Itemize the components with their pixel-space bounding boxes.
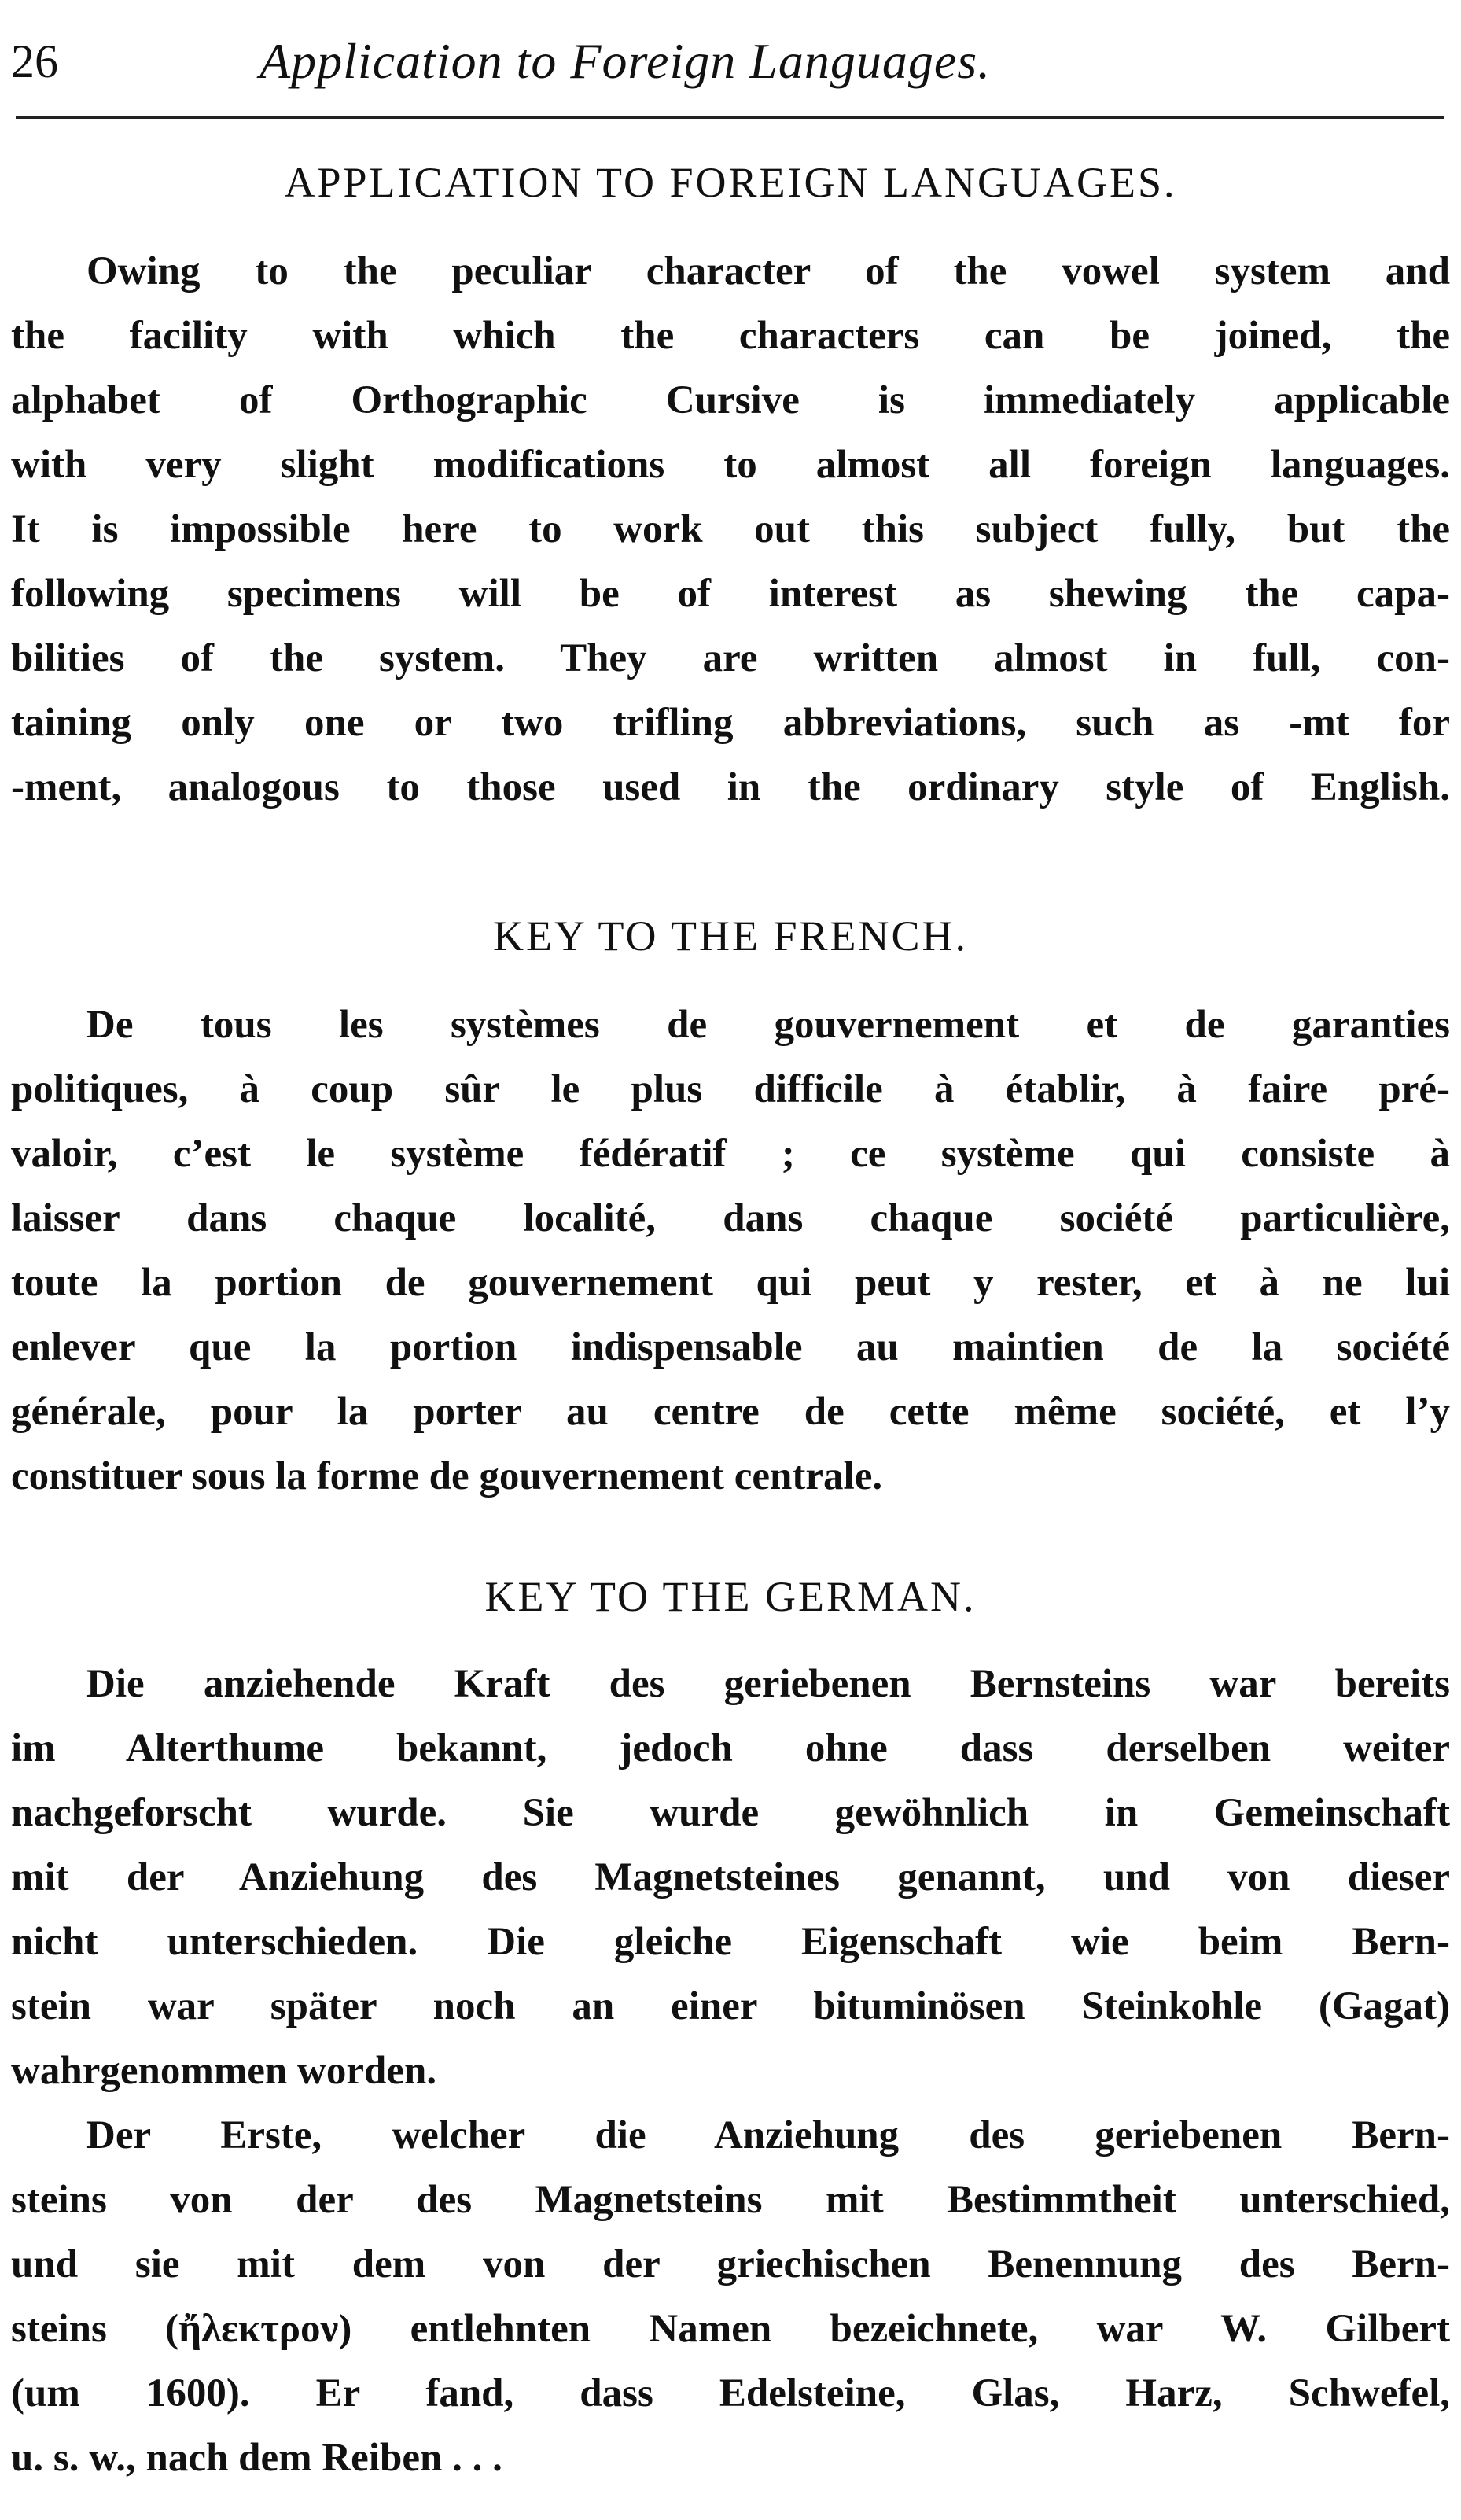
text-line: following specimens will be of interest as shewing the capa- [11,572,1450,616]
text-line: taining only one or two trifling abbreviations, such as -mt for [11,701,1450,745]
text-line: the facility with which the characters can be joined, the [11,314,1450,358]
text-line: nicht unterschieden. Die gleiche Eigenschaft wie beim Bern- [11,1920,1450,1964]
page-number: 26 [11,35,58,87]
text-line: valoir, c’est le système fédératif ; ce système qui consiste à [11,1132,1450,1176]
paragraph-intro [11,239,1450,820]
text-line: steins (ἤλεκτρον) entlehnten Namen bezeichnete, war W. Gilbert [11,2307,1450,2351]
text-line: générale, pour la porter au centre de cette même société, et l’y [11,1390,1450,1434]
text-line: steins von der des Magnetsteins mit Bestimmtheit unterschied, [11,2178,1450,2222]
text-line: -ment, analogous to those used in the ordinary style of English. [11,765,1450,809]
paragraph-german-1 [11,1652,1450,2103]
text-line: stein war später noch an einer bituminösen Steinkohle (Gagat) [11,1984,1450,2028]
text-line: wahrgenommen worden. [11,2049,437,2093]
text-line: politiques, à coup sûr le plus difficile à établir, à faire pré- [11,1067,1450,1111]
text-line: und sie mit dem von der griechischen Benennung des Bern- [11,2242,1450,2286]
section-heading-french: KEY TO THE FRENCH. [492,912,969,960]
text-line: Der Erste, welcher die Anziehung des geriebenen Bern- [86,2113,1450,2157]
text-line: bilities of the system. They are written almost in full, con- [11,636,1450,680]
paragraph-french [11,993,1450,1509]
text-line: toute la portion de gouvernement qui peut y rester, et à ne lui [11,1261,1450,1305]
text-line: with very slight modifications to almost all foreign languages. [11,443,1450,487]
running-title: Application to Foreign Languages. [259,33,992,89]
text-line: constituer sous la forme de gouvernement centrale. [11,1454,883,1498]
running-head [11,22,1450,101]
book-page [11,0,1450,2520]
section-heading-german: KEY TO THE GERMAN. [484,1573,977,1620]
text-line: u. s. w., nach dem Reiben . . . [11,2436,502,2480]
text-line: Die anziehende Kraft des geriebenen Bernsteins war bereits [86,1662,1450,1706]
section-heading-intro: APPLICATION TO FOREIGN LANGUAGES. [284,159,1177,206]
text-line: It is impossible here to work out this subject fully, but the [11,507,1450,551]
text-line: De tous les systèmes de gouvernement et de garanties [86,1003,1450,1047]
text-line: (um 1600). Er fand, dass Edelsteine, Glas, Harz, Schwefel, [11,2371,1450,2415]
text-line: alphabet of Orthographic Cursive is immediately applicable [11,378,1450,422]
paragraph-german-2 [11,2103,1450,2490]
header-rule [16,116,1444,119]
text-line: Owing to the peculiar character of the vowel system and [86,249,1450,293]
text-line: laisser dans chaque localité, dans chaque société particulière, [11,1196,1450,1240]
text-line: im Alterthume bekannt, jedoch ohne dass derselben weiter [11,1726,1450,1770]
text-line: mit der Anziehung des Magnetsteines genannt, und von dieser [11,1855,1450,1899]
text-line: nachgeforscht wurde. Sie wurde gewöhnlich in Gemeinschaft [11,1791,1450,1835]
text-line: enlever que la portion indispensable au maintien de la société [11,1325,1450,1369]
